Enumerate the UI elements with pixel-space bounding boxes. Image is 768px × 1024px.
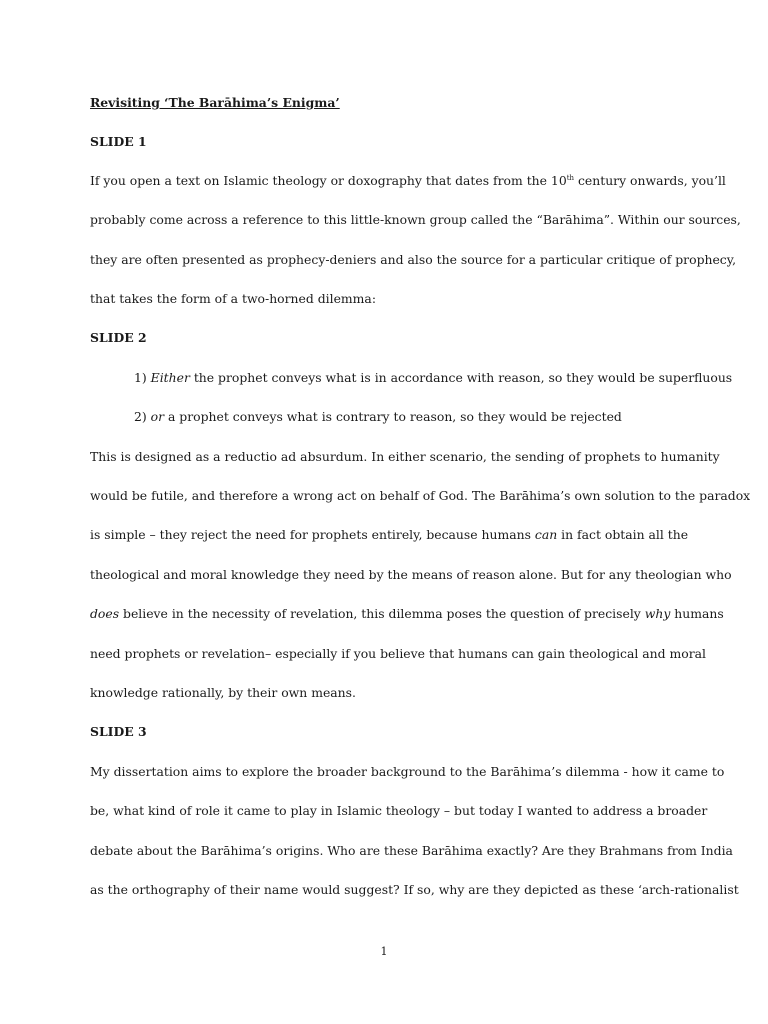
paragraph-line: that takes the form of a two-horned dilemma: [90, 291, 376, 306]
emphasis: or [150, 409, 165, 424]
document-title: Revisiting ‘The Barāhima’s Enigma’ [90, 95, 340, 110]
slide-2-heading: SLIDE 2 [90, 330, 147, 345]
paragraph-line: they are often presented as prophecy-deniers and also the source for a particular critique of prophecy, [90, 252, 737, 267]
superscript: th [566, 174, 575, 182]
list-number: 2) [134, 409, 151, 424]
paragraph-line: theological and moral knowledge they need by the means of reason alone. But for any theologian who [90, 567, 732, 582]
emphasis: Either [150, 370, 190, 385]
text-span: century onwards, you’ll [574, 173, 726, 188]
paragraph-line: be, what kind of role it came to play in Islamic theology – but today I wanted to address a broader [90, 803, 708, 818]
slide-1-heading: SLIDE 1 [90, 134, 147, 149]
text-span: the prophet conveys what is in accordance with reason, so they would be superfluous [189, 370, 733, 385]
text-span: believe in the necessity of revelation, this dilemma poses the question of precisely [119, 606, 645, 621]
list-number: 1) [134, 370, 151, 385]
paragraph-line: This is designed as a reductio ad absurdum. In either scenario, the sending of prophets to humanity [90, 449, 720, 464]
paragraph-line: debate about the Barāhima’s origins. Who are these Barāhima exactly? Are they Brahmans from India [90, 843, 733, 858]
text-span: in fact obtain all the [557, 527, 689, 542]
paragraph-line [90, 606, 724, 622]
emphasis: why [644, 606, 671, 621]
paragraph-line [90, 173, 726, 189]
paragraph-line: would be futile, and therefore a wrong act on behalf of God. The Barāhima’s own solution to the paradox [90, 488, 751, 503]
text-span: If you open a text on Islamic theology or doxography that dates from the 10 [90, 173, 567, 188]
emphasis: does [90, 606, 120, 621]
text-span: is simple – they reject the need for prophets entirely, because humans [90, 527, 535, 542]
page-number: 1 [380, 945, 388, 958]
paragraph-line [90, 527, 689, 543]
text-span: a prophet conveys what is contrary to reason, so they would be rejected [164, 409, 622, 424]
paragraph-line: as the orthography of their name would suggest? If so, why are they depicted as these ‘arch-rationalist [90, 882, 739, 897]
paragraph-line: need prophets or revelation– especially if you believe that humans can gain theological and moral [90, 646, 706, 661]
dilemma-option-2 [134, 409, 622, 425]
paragraph-line: probably come across a reference to this little-known group called the “Barāhima”. Within our sources, [90, 212, 741, 227]
paragraph-line: My dissertation aims to explore the broader background to the Barāhima’s dilemma - how it came to [90, 764, 725, 779]
slide-3-heading: SLIDE 3 [90, 724, 147, 739]
paragraph-line: knowledge rationally, by their own means. [90, 685, 356, 700]
text-span: humans [670, 606, 724, 621]
dilemma-option-1 [134, 370, 732, 386]
emphasis: can [534, 527, 558, 542]
